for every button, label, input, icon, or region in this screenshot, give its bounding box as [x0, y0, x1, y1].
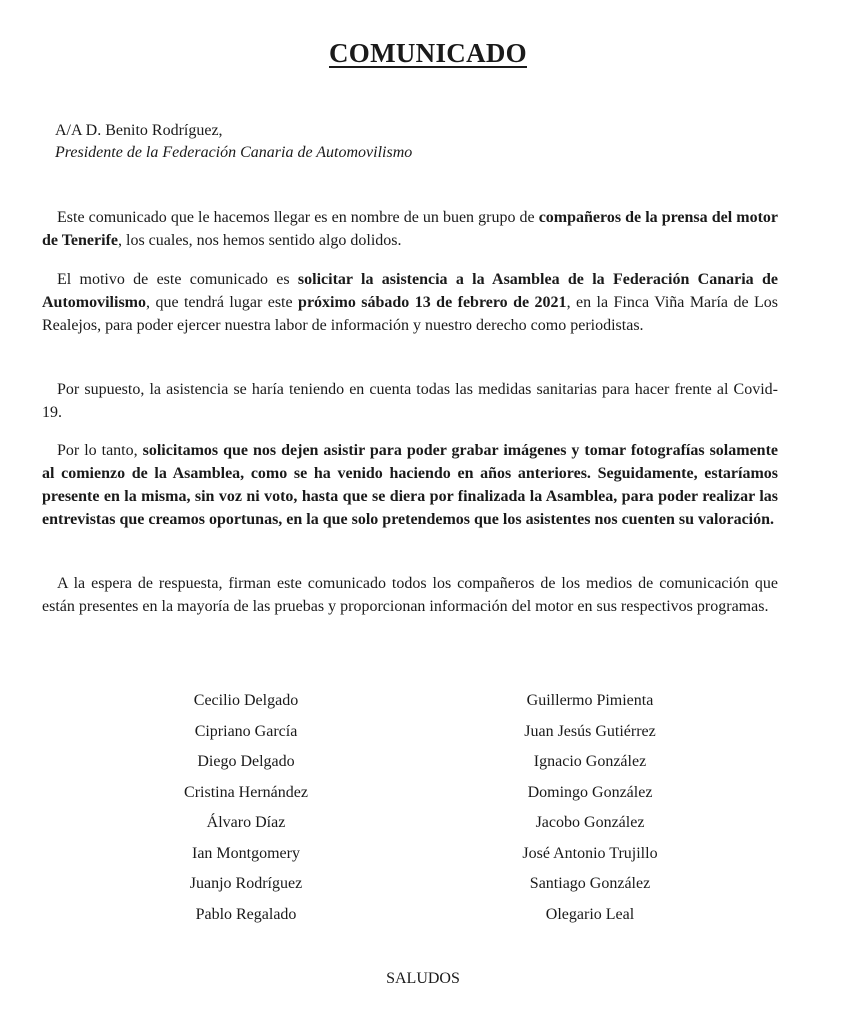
- addressee-block: [55, 120, 412, 164]
- paragraph-motive: [42, 268, 778, 337]
- paragraph-intro: [42, 206, 778, 252]
- paragraph-text: Por lo tanto,: [57, 442, 143, 459]
- signatories-right: [470, 690, 710, 934]
- paragraph-text: Por supuesto, la asistencia se haría teniendo en cuenta todas las medidas sanitarias para hacer frente al Covid-19.: [42, 381, 778, 421]
- paragraph-signoff: [42, 572, 778, 618]
- document-title: COMUNICADO: [329, 38, 527, 68]
- paragraph-text: , en la Finca Viña María de Los Realejos, para poder ejercer nuestra labor de información y nuestro derecho como periodistas.: [42, 294, 779, 334]
- signatory-name: Cipriano García: [194, 722, 298, 740]
- paragraph-text: , los cuales, nos hemos sentido algo dolidos.: [118, 232, 402, 249]
- signatory-name: Santiago González: [529, 875, 651, 892]
- signatory-name: Juan Jesús Gutiérrez: [524, 722, 656, 740]
- signatory-name: Cecilio Delgado: [193, 692, 299, 709]
- paragraph-sanitary: [42, 378, 778, 424]
- signatory-name: Olegario Leal: [545, 905, 635, 923]
- emphasized-text: solicitar la asistencia a la Asamblea de la Federación Canaria de Automovilismo: [42, 271, 778, 311]
- paragraph-text: , que tendrá lugar este: [146, 294, 299, 311]
- signatory-name: Cristina Hernández: [184, 783, 308, 801]
- paragraph-text: El motivo de este comunicado es: [57, 271, 298, 288]
- signatory-name: José Antonio Trujillo: [522, 844, 658, 862]
- paragraph-request: [42, 439, 778, 531]
- closing-salutation: SALUDOS: [386, 970, 460, 987]
- signatory-name: Jacobo González: [535, 814, 645, 831]
- signatory-name: Ignacio González: [533, 753, 647, 770]
- signatory-name: Guillermo Pimienta: [526, 692, 654, 709]
- paragraph-text: Este comunicado que le hacemos llegar es en nombre de un buen grupo de: [57, 209, 539, 226]
- emphasized-text: solicitamos que nos dejen asistir para poder grabar imágenes y tomar fotografías solamente al comienzo de la Asamblea, como se ha venido haciendo en años anteriores. Seguidamente, estaríamos presente en la misma, sin voz ni voto, hasta que se diera por finalizada la Asamblea, para poder realizar las entrevistas que creamos oportunas, en la que solo pretendemos que los asistentes nos cuenten su valoración.: [42, 442, 778, 528]
- signatory-name: Diego Delgado: [197, 753, 295, 770]
- addressee-role: Presidente de la Federación Canaria de Automovilismo: [55, 144, 413, 161]
- signatory-name: Álvaro Díaz: [206, 814, 286, 831]
- signatory-name: Domingo González: [527, 783, 653, 801]
- signatory-name: Pablo Regalado: [195, 905, 297, 923]
- emphasized-text: compañeros de la prensa del motor de Tenerife: [42, 209, 779, 249]
- emphasized-text: próximo sábado 13 de febrero de 2021: [298, 294, 567, 311]
- signatories-left: [126, 690, 366, 934]
- signatory-name: Ian Montgomery: [192, 844, 300, 862]
- signatory-name: Juanjo Rodríguez: [189, 875, 303, 892]
- addressee-name: A/A D. Benito Rodríguez,: [55, 122, 223, 139]
- paragraph-text: A la espera de respuesta, firman este comunicado todos los compañeros de los medios de comunicación que están presentes en la mayoría de las pruebas y proporcionan información del motor en sus respectivos programas.: [42, 575, 778, 615]
